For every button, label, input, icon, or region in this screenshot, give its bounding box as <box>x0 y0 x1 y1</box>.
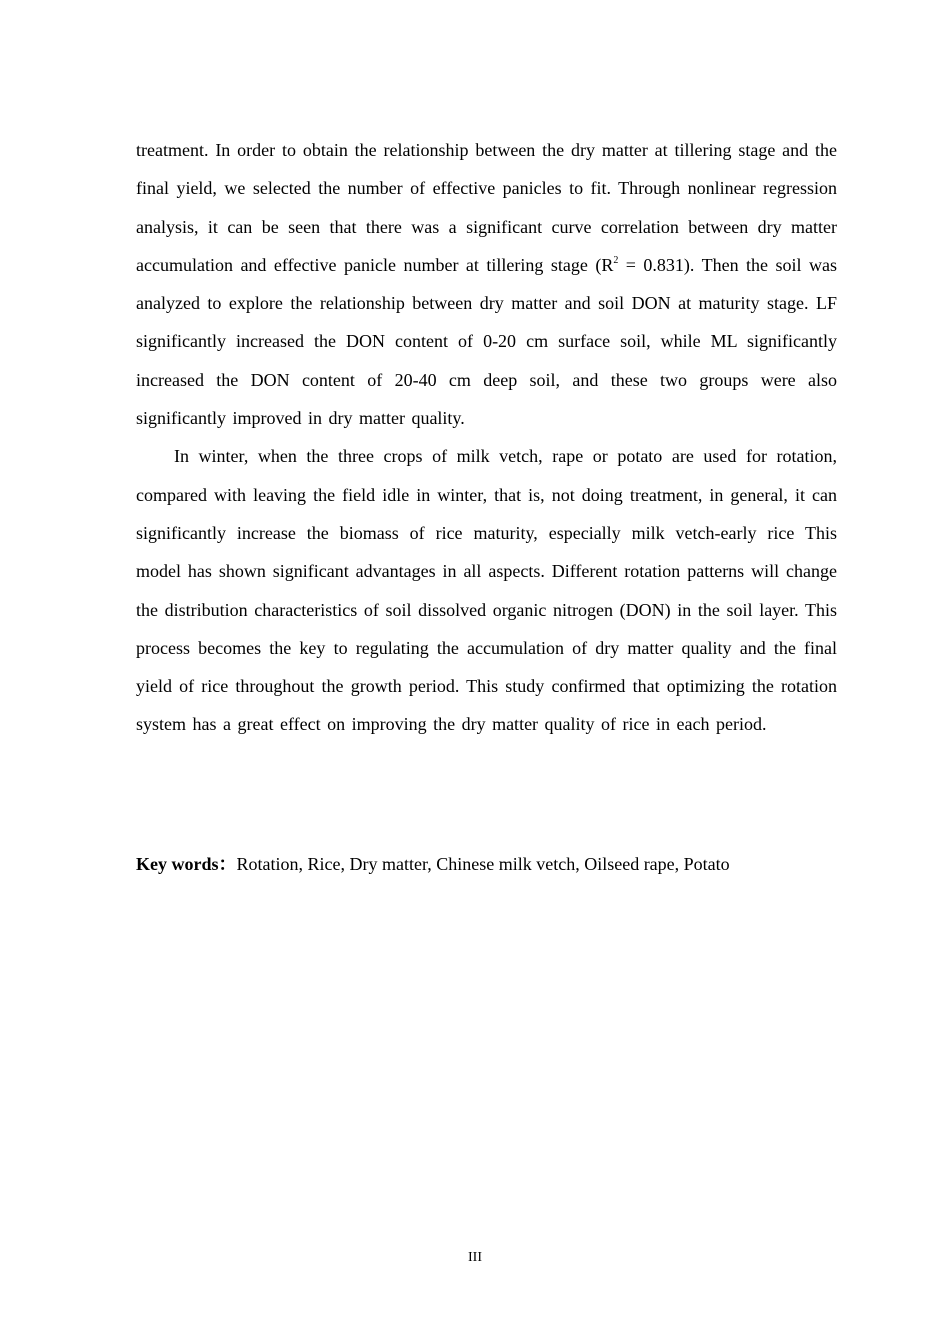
keywords-value: Rotation, Rice, Dry matter, Chinese milk vetch, Oilseed rape, Potato <box>236 854 730 874</box>
paragraph-1 <box>136 131 837 437</box>
keywords-label: Key words <box>136 854 219 874</box>
r-squared-superscript: 2 <box>613 254 619 266</box>
abstract-body <box>136 131 837 744</box>
paragraph-2: In winter, when the three crops of milk vetch, rape or potato are used for rotation, compared with leaving the field idle in winter, that is, not doing treatment, in general, it can significantly increase the biomass of rice maturity, especially milk vetch-early rice This model has shown significant advantages in all aspects. Different rotation patterns will change the distribution characteristics of soil dissolved organic nitrogen (DON) in the soil layer. This process becomes the key to regulating the accumulation of dry matter quality and the final yield of rice throughout the growth period. This study confirmed that optimizing the rotation system has a great effect on improving the dry matter quality of rice in each period. <box>136 446 837 735</box>
page-number: III <box>468 1250 482 1265</box>
paragraph-1-text-a: treatment. In order to obtain the relationship between the dry matter at tillering stage and the final yield, we selected the number of effective panicles to fit. Through nonlinear regression analysis, it can be seen that there was a significant curve correlation between dry matter accumulation and effective panicle number at tillering stage (R <box>136 140 837 275</box>
paragraph-1-text-b: = 0.831). Then the soil was analyzed to explore the relationship between dry matter and soil DON at maturity stage. LF significantly increased the DON content of 0-20 cm surface soil, while ML significantly increased the DON content of 20-40 cm deep soil, and these two groups were also significantly improved in dry matter quality. <box>136 254 837 429</box>
keywords-colon: ： <box>218 854 237 874</box>
keywords-line <box>136 851 837 877</box>
